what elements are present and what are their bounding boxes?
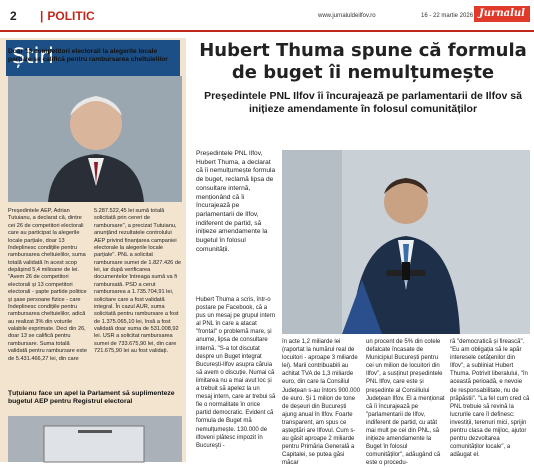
header-divider <box>0 30 534 32</box>
newspaper-logo: Jurnalul <box>474 6 530 22</box>
news-body-col-b: 5.287.522,45 lei sumă totală solicitată prin cereri de rambursare", a precizat Tutuianu, anunțând rezultatele controlului AEP privind finanțarea campaniei electorale la alegerile locale parțiale". PNL a solicitat rambursare sumei de 1.827.426 de lei, iar după verificarea documentelor întreaga sumă va fi rambursată. PSD a cerut rambursarea a 1.735.704,91 lei, solicitare care a fost validată integral. În cazul AUR, suma solicitată pentru rambursare a fost de 1.375.065,10 lei, însă a fost validată doar suma de 531.008,92 lei. USR a solicitat rambursarea sumei de 733.675,90 lei, din care 721.675,90 lei au fost validați. <box>94 208 182 355</box>
article-subtitle: Președintele PNL Ilfov îi încurajează pe parlamentarii de Ilfov să inițieze amendamente în folosul comunităților <box>204 90 522 116</box>
article-body-col-1: Hubert Thuma a scris, într-o postare pe Facebook, că a pus un mesaj pe grupul intern al PNL în care a atacat "frontal" o problemă mare, și anume, lipsa de consultare internă. "S-a tot discutat despre un Buget integrat București-Ilfov asupra căruia să avem o discuție. Numai că limitarea nu a mai avut loc și a trebuit să apelez la un mesaj intern, care ar trebui să fie o normalitate în orice partid democratic. Evident că formula de Buget mă nemulțumește. 130.000 de ilfoveni plătesc impozit în Bucureşti - <box>196 297 276 449</box>
page-number: 2 <box>10 9 17 23</box>
article-body-col-2: în acte 1,2 miliarde lei (raportat la numărul real de locuitori - aproape 3 miliarde lei). Marii contribuabili au achitat TVA de 1,3 miliarde euro, din care la Consiliul Județean s-au întors 900.000 de euro. Și 1 milion de tone de deșeuri din București ajung anual în Ilfov. Foarte transparent, am spus ce așteptări are Ilfovul. Cum s-au găsit aproape 2 miliarde pentru Primăria Generală a Capitalei, se putea găsi măcar <box>282 339 361 467</box>
speaker-illustration <box>282 150 530 334</box>
page-header <box>0 0 534 30</box>
section-label: | POLITIC <box>40 9 95 23</box>
site-url[interactable]: www.jurnaluldeilfov.ro <box>318 13 376 19</box>
official-portrait-photo <box>8 76 182 202</box>
hubert-thuma-photo <box>282 150 530 334</box>
article-body-col-4: ră "democratică și firească". "Eu am obligația să le apăr interesele cetățenilor din Ilfov", a subliniat Hubert Thuma. Potrivit liberalului, "în această perioadă, e nevoie de responsabilitate, nu de prăpăstii". "La fel cum cred că PNL trebuie să revină la lucrurile care îl definesc: investiții, terenuri mici, sprijin pentru clasa de mijloc, ajutor pentru dezvoltarea comunităților locale", a adăugat el. <box>450 339 530 459</box>
ballot-box-photo <box>8 416 182 462</box>
portrait-illustration <box>8 76 182 202</box>
article-body-col-3: un procent de 5% din cotele defalcate încasate de Municipiul București pentru cei un milion de locuitori din Ilfov", a susținut președintele PNL Ilfov, care este și președinte al Consiliului Județean Ilfov. El a menționat că îi încurajează pe "parlamentarii de Ilfov, indiferent de partid, cu atât mai mult pe cei din PNL, să inițieze amendamente la Buget în folosul comunităților", adăugând că este o procedu- <box>366 339 445 467</box>
article-title: Hubert Thuma spune că formula de buget îi nemulțumește <box>199 40 527 83</box>
issue-date: 16 - 22 martie 2026 <box>421 13 474 19</box>
news-body-col-a: Președintele AEP, Adrian Tutuianu, a declarat că, dintre cei 26 de competitori electorali care au participat la alegerile locale parțiale, doar 13 îndeplinesc condițiile pentru rambursarea cheltuielilor, suma totală validată în acest scop depășind 5,4 milioane de lei. "Avem 26 de competitori electorali și 13 competitori electorali - șapte partide politice și șase persoane fizice - care îndeplinesc condițiile pentru rambursarea cheltuielilor, adică au realizat 3% din voturile valabile exprimate. Deci din 26, doar 13 se califică pentru rambursare. Suma totală validată pentru rambursare este de 5.431.466,27 lei, din care <box>8 208 87 362</box>
sidebar-heading: Știri <box>6 40 180 76</box>
article-lede: Președintele PNL Ilfov, Hubert Thuma, a declarat că îi nemulțumește formula de buget, reclamă lipsa de consultare internă, menționând că îi încurajează pe parlamentarii de Ilfov, indiferent de partid, să inițieze amendamente la bugetul în folosul comunității. <box>196 150 276 253</box>
ballot-box-illustration <box>8 416 182 462</box>
news-headline-2: Țuțuianu face un apel la Parlament să suplimenteze bugetul AEP pentru Registrul electoral <box>8 390 175 406</box>
news-headline-1: Doar 13 competitori electorali la alegerile locale parțiale se califică pentru rambursarea cheltuielilor <box>8 48 168 64</box>
